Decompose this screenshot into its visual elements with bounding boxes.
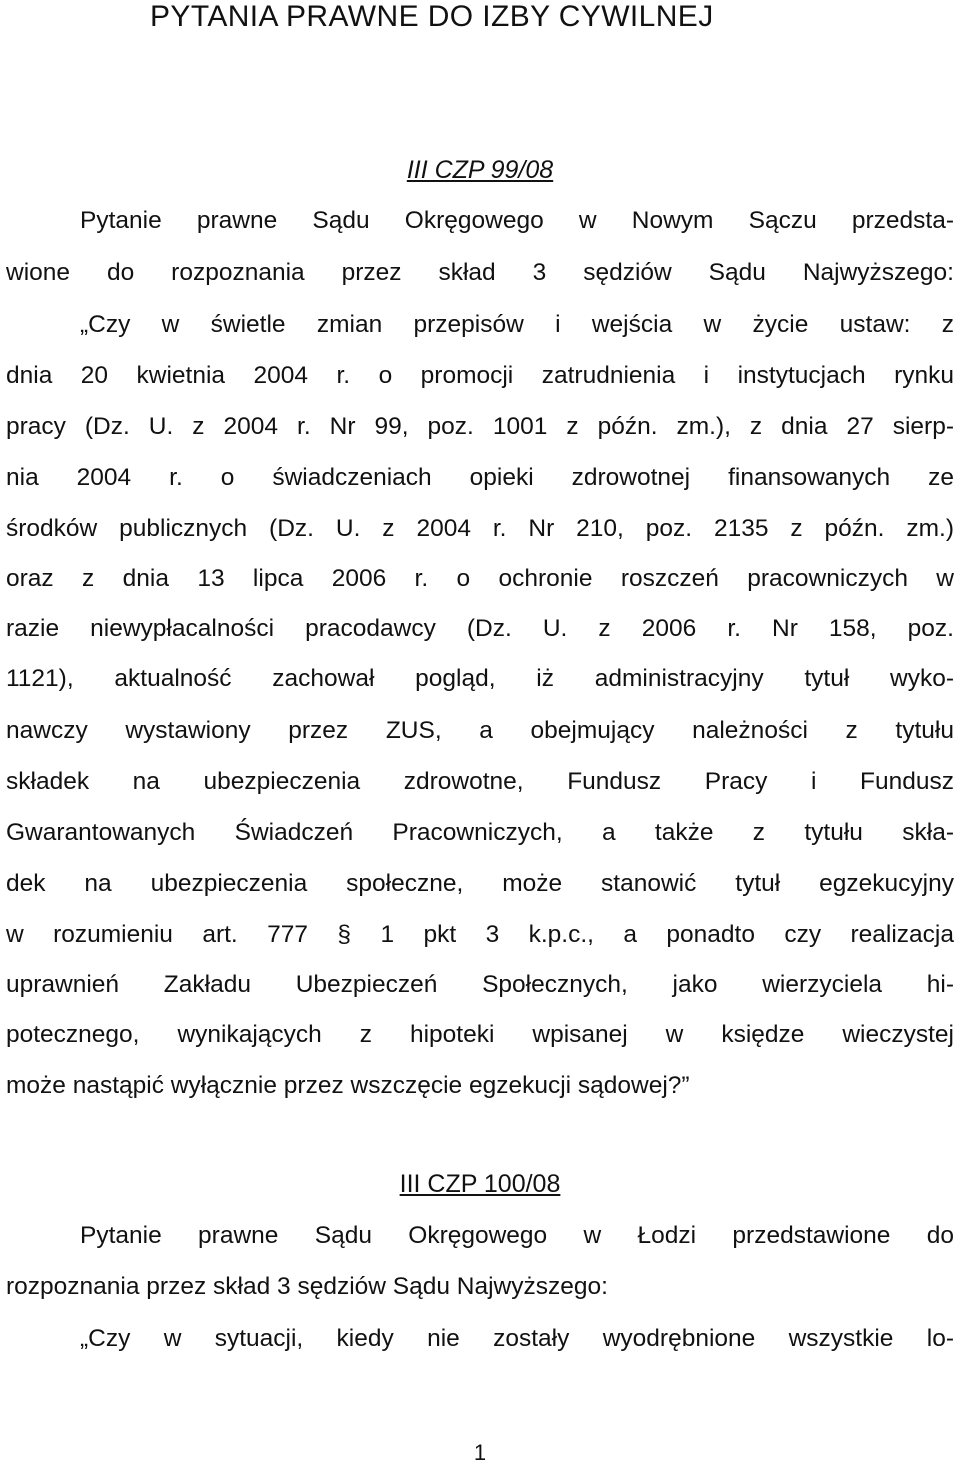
paragraph-line: Pytanie prawne Sądu Okręgowego w Łodzi przedstawione do <box>80 1222 954 1249</box>
paragraph-line: dek na ubezpieczenia społeczne, może stanowić tytuł egzekucyjny <box>6 870 954 897</box>
paragraph-line: w rozumieniu art. 777 § 1 pkt 3 k.p.c., a ponadto czy realizacja <box>6 921 954 948</box>
case-number-heading: III CZP 99/08 <box>406 156 554 184</box>
paragraph-line: nia 2004 r. o świadczeniach opieki zdrowotnej finansowanych ze <box>6 464 954 491</box>
paragraph-line: środków publicznych (Dz. U. z 2004 r. Nr 210, poz. 2135 z późn. zm.) <box>6 515 954 542</box>
page-number: 1 <box>473 1440 487 1465</box>
case-number-heading: III CZP 100/08 <box>399 1170 561 1198</box>
paragraph-line: pracy (Dz. U. z 2004 r. Nr 99, poz. 1001 z późn. zm.), z dnia 27 sierp- <box>6 413 954 440</box>
paragraph-line: Gwarantowanych Świadczeń Pracowniczych, a także z tytułu skła- <box>6 819 954 846</box>
paragraph-line: „Czy w sytuacji, kiedy nie zostały wyodrębnione wszystkie lo- <box>80 1325 954 1352</box>
paragraph-line: Pytanie prawne Sądu Okręgowego w Nowym Sączu przedsta- <box>80 207 954 234</box>
paragraph-line: rozpoznania przez skład 3 sędziów Sądu Najwyższego: <box>6 1273 608 1300</box>
paragraph-line: razie niewypłacalności pracodawcy (Dz. U. z 2006 r. Nr 158, poz. <box>6 615 954 642</box>
paragraph-line: dnia 20 kwietnia 2004 r. o promocji zatrudnienia i instytucjach rynku <box>6 362 954 389</box>
paragraph-line: potecznego, wynikających z hipoteki wpisanej w księdze wieczystej <box>6 1021 954 1048</box>
paragraph-line: nawczy wystawiony przez ZUS, a obejmujący należności z tytułu <box>6 717 954 744</box>
paragraph-line: może nastąpić wyłącznie przez wszczęcie egzekucji sądowej?” <box>6 1072 690 1099</box>
paragraph-line: oraz z dnia 13 lipca 2006 r. o ochronie roszczeń pracowniczych w <box>6 565 954 592</box>
paragraph-line: 1121), aktualność zachował pogląd, iż administracyjny tytuł wyko- <box>6 665 954 692</box>
paragraph-line: „Czy w świetle zmian przepisów i wejścia w życie ustaw: z <box>80 311 954 338</box>
paragraph-line: składek na ubezpieczenia zdrowotne, Fundusz Pracy i Fundusz <box>6 768 954 795</box>
paragraph-line: uprawnień Zakładu Ubezpieczeń Społecznych, jako wierzyciela hi- <box>6 971 954 998</box>
page-title: PYTANIA PRAWNE DO IZBY CYWILNEJ <box>150 0 714 33</box>
paragraph-line: wione do rozpoznania przez skład 3 sędziów Sądu Najwyższego: <box>6 259 954 286</box>
